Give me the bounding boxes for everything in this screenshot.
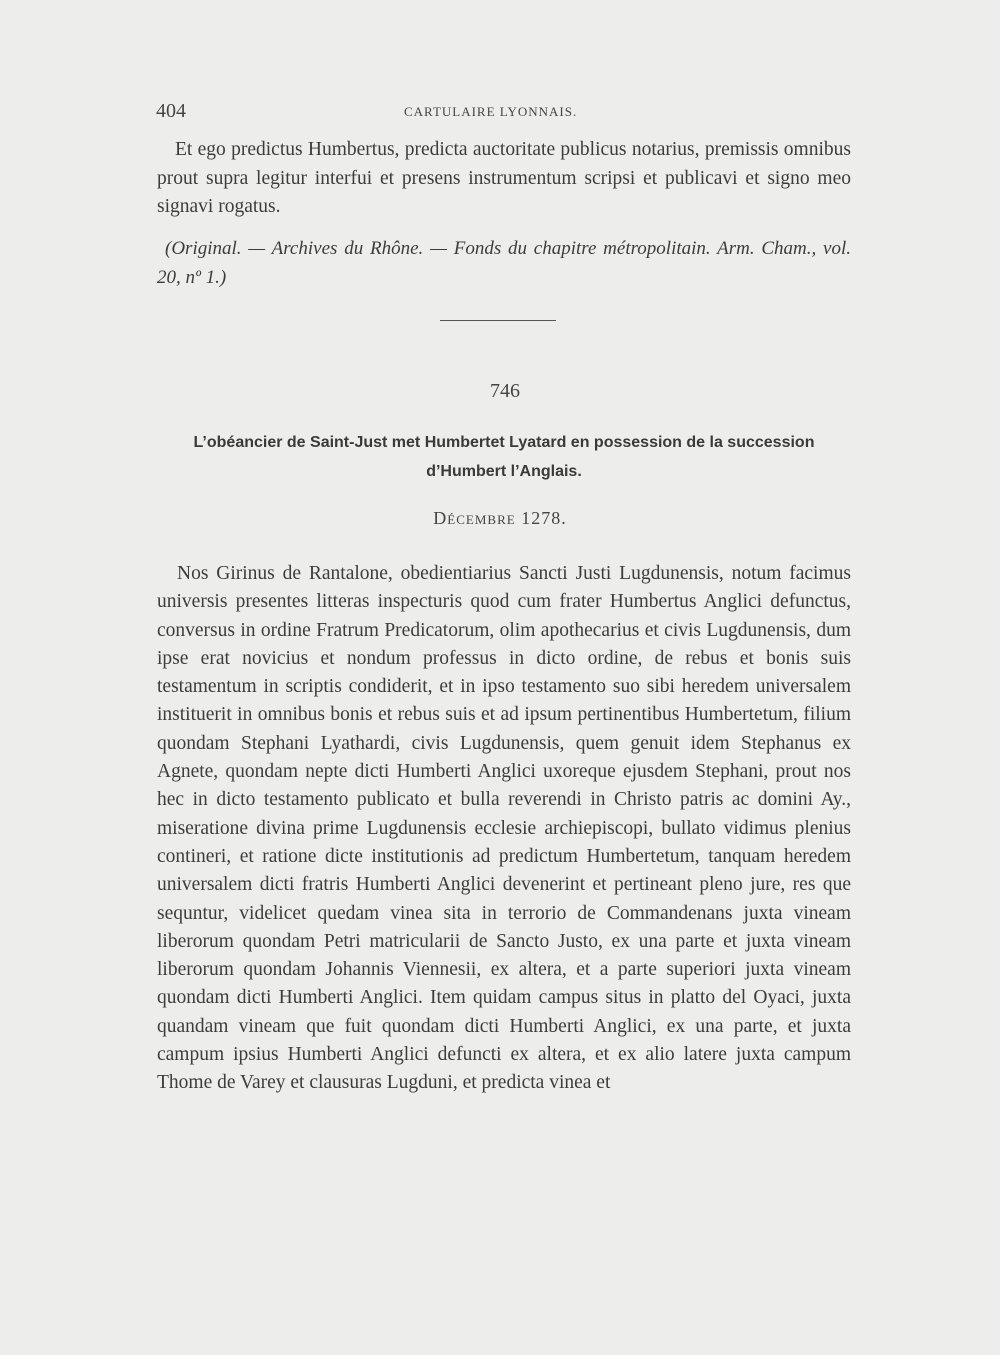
running-title: CARTULAIRE LYONNAIS. xyxy=(404,104,578,119)
running-head xyxy=(156,100,856,130)
main-paragraph: Nos Girinus de Rantalone, obedientiarius Sancti Justi Lugdunensis, notum facimus universis presentes litteras inspecturis quod cum frater Humbertus Anglici defunctus, conversus in ordine Fratrum Predicatorum, olim apothecarius et civis Lugdunensis, dum ipse erat novicius et nondum professus in dicto ordine, de rebus et bonis suis testamentum in scriptis condiderit, et in ipso testamento suo sibi heredem universalem instituerit in omnibus bonis et rebus suis et ad ipsum pertinentibus Humbertetum, filium quondam Stephani Lyathardi, civis Lugdunensis, quem genuit idem Stephanus ex Agnete, quondam nepte dicti Humberti Anglici uxoreque ejusdem Stephani, prout nos hec in dicto testamento publicato et bulla reverendi in Christo patris ac domini Ay., miseratione divina prime Lugdunensis ecclesie archiepiscopi, bullato vidimus plenius contineri, et ratione dicte institutionis ad predictum Humbertetum, tanquam heredem universalem dicti fratris Humberti Anglici devenerint et pertineant pleno jure, res que sequntur, videlicet quedam vinea sita in terrorio de Commandenans juxta vineam liberorum quondam Petri matricularii de Sancto Justo, ex una parte et juxta vineam liberorum quondam Johannis Viennesii, ex altera, et a parte superiori juxta vineam quondam dicti Humberti Anglici. Item quidam campus situs in platto del Oyaci, juxta quandam vineam que fuit quondam dicti Humberti Anglici, ex una parte, et juxta campum ipsius Humberti Anglici defuncti ex altera, et ex alio latere juxta campum Thome de Varey et clausuras Lugduni, et predicta vinea et xyxy=(157,563,851,1094)
page-number: 404 xyxy=(156,100,186,122)
source-note: (Original. — Archives du Rhône. — Fonds du chapitre métropolitain. Arm. Cham., vol. 20, nº 1.) xyxy=(157,238,851,288)
document-text xyxy=(157,560,851,1098)
closing-paragraph: Et ego predictus Humbertus, predicta auctoritate publicus notarius, premissis omnibus prout supra legitur interfui et presens instrumentum scripsi et publicavi et signo meo signavi rogatus. xyxy=(157,139,851,217)
document-date: Décembre 1278. xyxy=(433,508,567,528)
section-divider xyxy=(440,320,556,321)
document-number: 746 xyxy=(490,380,520,402)
document-title: L’obéancier de Saint-Just met Humbertet Lyatard en possession de la succession d’Humbert l’Anglais. xyxy=(193,434,815,480)
previous-document-closing xyxy=(157,136,851,222)
